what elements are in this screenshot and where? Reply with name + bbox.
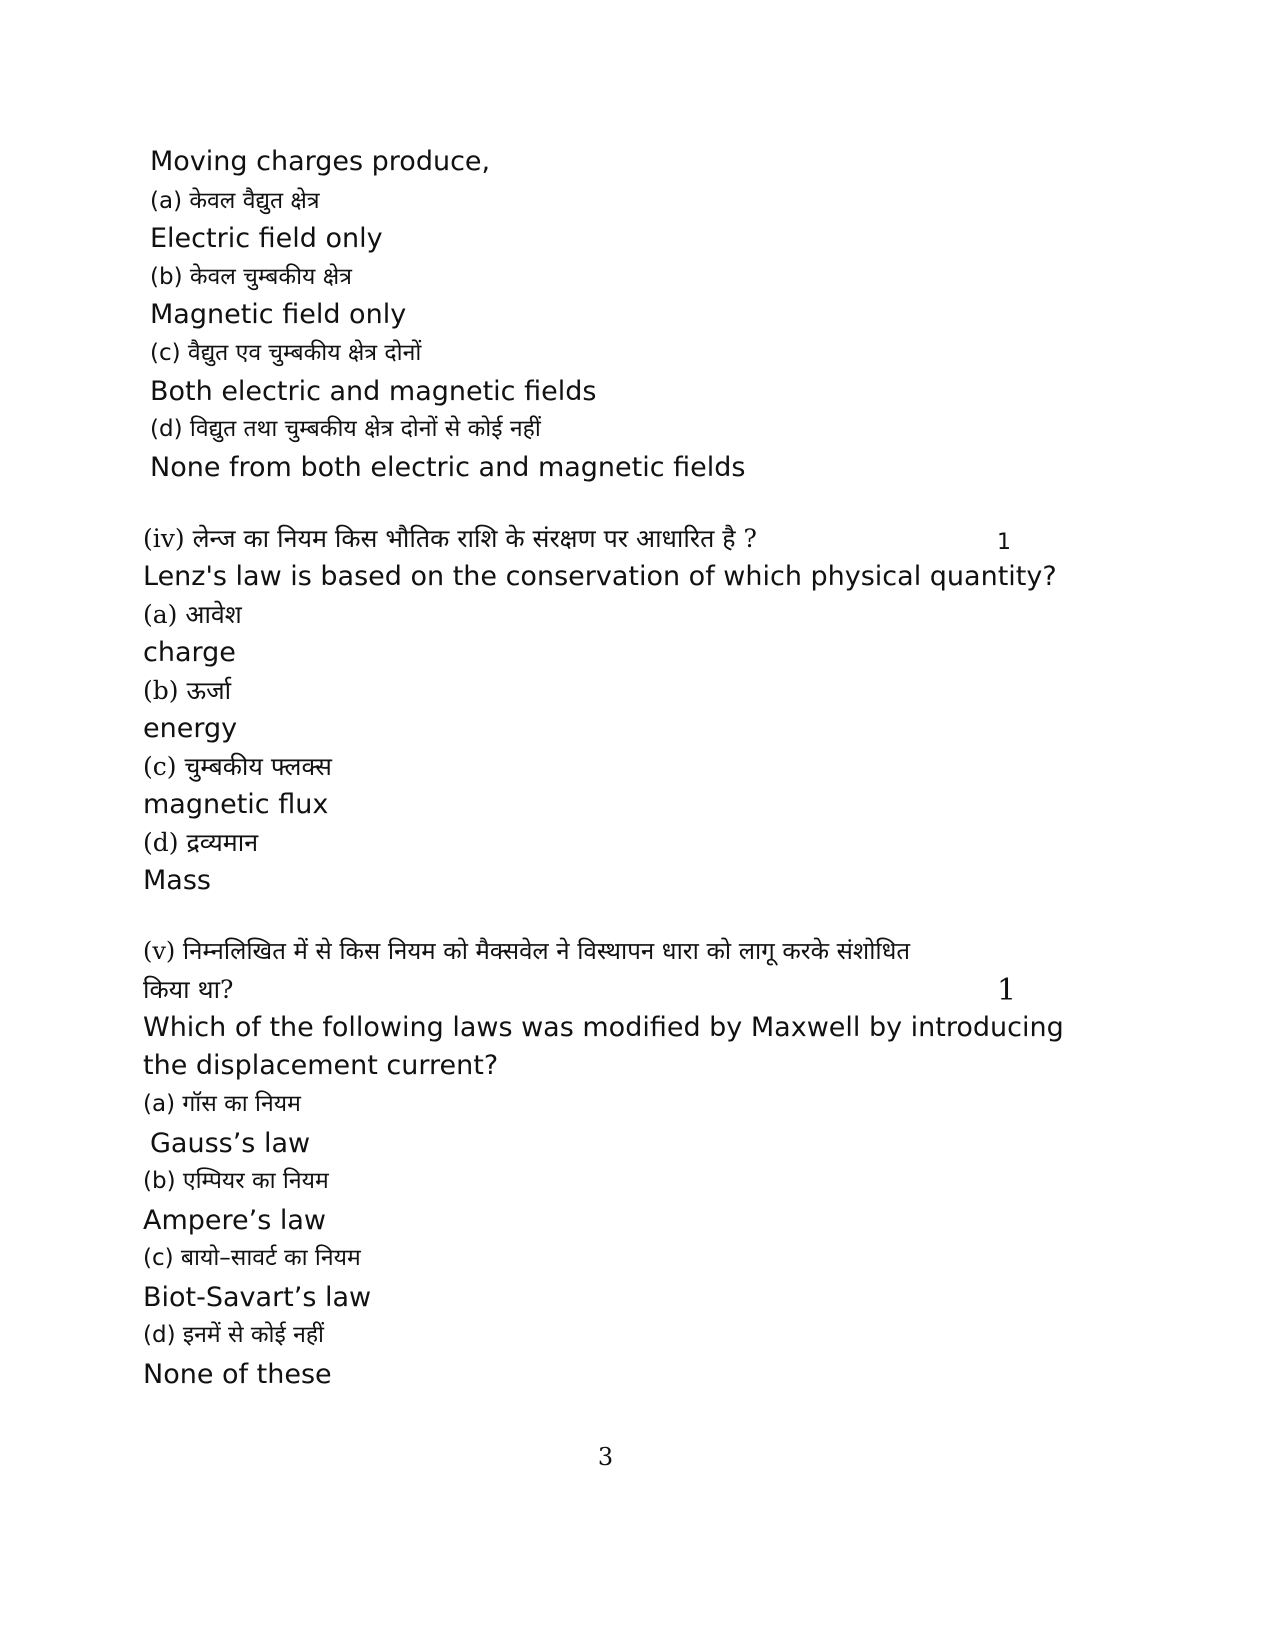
q3-option-a-hindi: (a) केवल वैद्युत क्षेत्र — [150, 188, 320, 214]
q5-option-d-english: None of these — [143, 1359, 332, 1390]
q5-stem-english-line1: Which of the following laws was modified by Maxwell by introducing — [143, 1012, 1064, 1043]
q4-option-c-english: magnetic flux — [143, 789, 329, 820]
q4-option-b-english: energy — [143, 713, 238, 744]
q4-option-d-hindi: (d) द्रव्यमान — [143, 828, 259, 857]
q5-option-d-hindi: (d) इनमें से कोई नहीं — [143, 1322, 324, 1348]
q5-marks: 1 — [997, 973, 1017, 1008]
q5-option-a-hindi: (a) गॉस का नियम — [143, 1091, 301, 1117]
page-number: 3 — [597, 1443, 614, 1471]
q3-option-a-english: Electric field only — [150, 223, 383, 254]
q5-option-b-hindi: (b) एम्पियर का नियम — [143, 1168, 329, 1194]
q4-option-a-hindi: (a) आवेश — [143, 600, 242, 629]
q4-option-a-english: charge — [143, 637, 236, 668]
q5-option-b-english: Ampere’s law — [143, 1205, 327, 1236]
q4-option-b-hindi: (b) ऊर्जा — [143, 676, 232, 705]
q5-stem-hindi-line1: (v) निम्नलिखित में से किस नियम को मैक्सवेल ने विस्थापन धारा को लागू करके संशोधित — [143, 937, 911, 965]
q3-option-c-hindi: (c) वैद्युत एव चुम्बकीय क्षेत्र दोनों — [150, 340, 422, 366]
q4-marks: 1 — [997, 530, 1011, 555]
q5-stem-english-line2: the displacement current? — [143, 1050, 499, 1081]
q4-option-d-english: Mass — [143, 865, 211, 896]
q3-option-b-english: Magnetic field only — [150, 299, 407, 330]
q3-option-b-hindi: (b) केवल चुम्बकीय क्षेत्र — [150, 264, 352, 290]
q4-stem-english: Lenz's law is based on the conservation of which physical quantity? — [143, 561, 1057, 592]
q5-option-c-english: Biot-Savart’s law — [143, 1282, 372, 1313]
q3-option-d-hindi: (d) विद्युत तथा चुम्बकीय क्षेत्र दोनों से कोई नहीं — [150, 416, 541, 442]
q5-option-a-english: Gauss’s law — [150, 1128, 311, 1159]
q3-stem: Moving charges produce, — [150, 146, 491, 177]
q4-stem-hindi: (iv) लेन्ज का नियम किस भौतिक राशि के संरक्षण पर आधारित है ? — [143, 524, 757, 553]
q5-option-c-hindi: (c) बायो–सावर्ट का नियम — [143, 1245, 361, 1271]
q3-option-d-english: None from both electric and magnetic fields — [150, 452, 746, 483]
q5-stem-hindi-line2: किया था? — [143, 975, 234, 1004]
q4-option-c-hindi: (c) चुम्बकीय फ्लक्स — [143, 752, 332, 781]
q3-option-c-english: Both electric and magnetic fields — [150, 376, 597, 407]
